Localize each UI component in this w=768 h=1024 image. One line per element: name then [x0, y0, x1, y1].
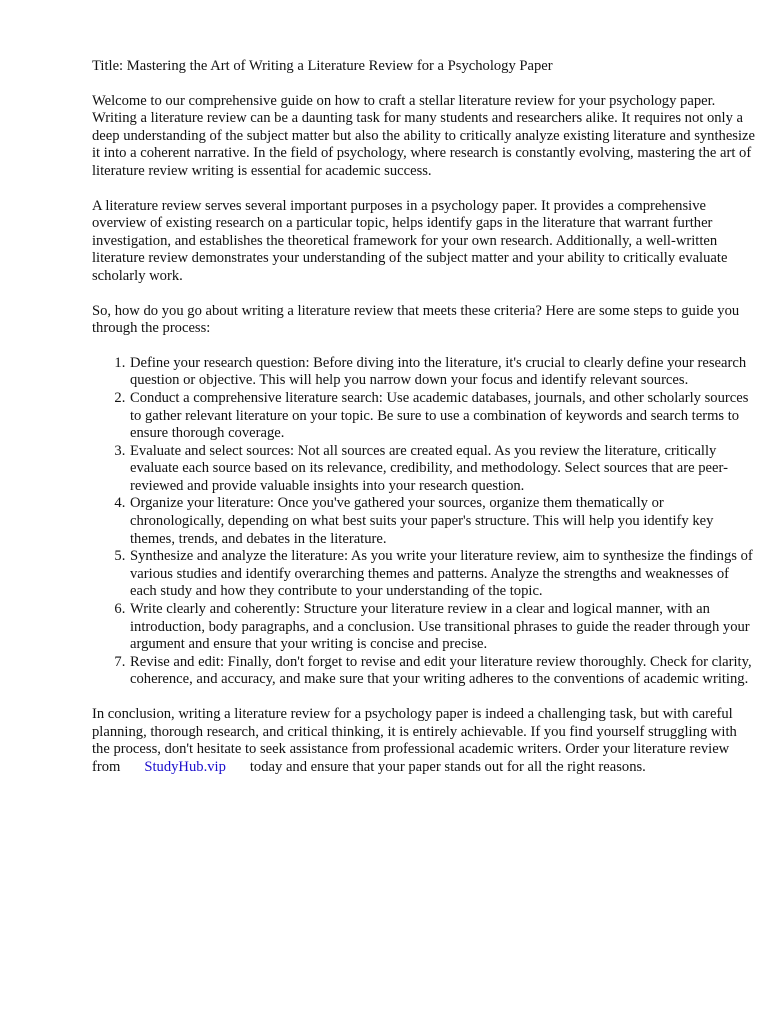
list-item: 4. Organize your literature: Once you've gathered your sources, organize them thematically or chronologically, depending on what best suits your paper's structure. This will help you identify key themes, trends, and debates in the literature. — [129, 495, 756, 548]
conclusion-text-after-link: today and ensure that your paper stands out for all the right reasons. — [249, 758, 646, 775]
conclusion-text-before-link: In conclusion, writing a literature review for a psychology paper is indeed a challenging task, but with careful planning, thorough research, and critical thinking, it is entirely achievable. If you find yourself struggling with the process, don't hesitate to seek assistance from professional academic writers. Order your literature review from — [92, 706, 737, 775]
document-title: Title: Mastering the Art of Writing a Literature Review for a Psychology Paper — [92, 58, 553, 74]
conclusion-paragraph — [92, 706, 756, 776]
steps-intro-paragraph: So, how do you go about writing a literature review that meets these criteria? Here are some steps to guide you through the process: — [92, 302, 740, 337]
purpose-paragraph: A literature review serves several important purposes in a psychology paper. It provides a comprehensive overview of existing research on a particular topic, helps identify gaps in the literature that warrant further investigation, and establishes the theoretical framework for your own research. Additionally, a well-written literature review demonstrates your understanding of the subject matter and your ability to critically evaluate scholarly work. — [92, 197, 728, 284]
list-item: 5. Synthesize and analyze the literature: As you write your literature review, aim to synthesize the findings of various studies and identify overarching themes and patterns. Analyze the strengths and weaknesses of each study and how they contribute to your understanding of the topic. — [129, 548, 756, 601]
studyhub-link[interactable]: StudyHub.vip — [144, 758, 226, 775]
list-item: 7. Revise and edit: Finally, don't forget to revise and edit your literature review thoroughly. Check for clarity, coherence, and accuracy, and make sure that your writing adheres to the conventions of academic writing. — [129, 654, 756, 689]
list-item: 6. Write clearly and coherently: Structure your literature review in a clear and logical manner, with an introduction, body paragraphs, and a conclusion. Use transitional phrases to guide the reader through your argument and ensure that your writing is concise and precise. — [129, 601, 756, 654]
steps-list — [92, 355, 756, 689]
list-item: 1. Define your research question: Before diving into the literature, it's crucial to clearly define your research question or objective. This will help you narrow down your focus and identify relevant sources. — [129, 355, 756, 390]
list-item: 3. Evaluate and select sources: Not all sources are created equal. As you review the literature, critically evaluate each source based on its relevance, credibility, and methodology. Select sources that are peer-reviewed and provide valuable insights into your research question. — [129, 443, 756, 496]
list-item: 2. Conduct a comprehensive literature search: Use academic databases, journals, and other scholarly sources to gather relevant literature on your topic. Be sure to use a combination of keywords and search terms to ensure thorough coverage. — [129, 390, 756, 443]
intro-paragraph: Welcome to our comprehensive guide on how to craft a stellar literature review for your psychology paper. Writing a literature review can be a daunting task for many students and researchers alike. It requires not only a deep understanding of the subject matter but also the ability to critically analyze existing literature and synthesize it into a coherent narrative. In the field of psychology, where research is constantly evolving, mastering the art of literature review writing is essential for academic success. — [92, 92, 755, 179]
document-page — [92, 58, 756, 793]
